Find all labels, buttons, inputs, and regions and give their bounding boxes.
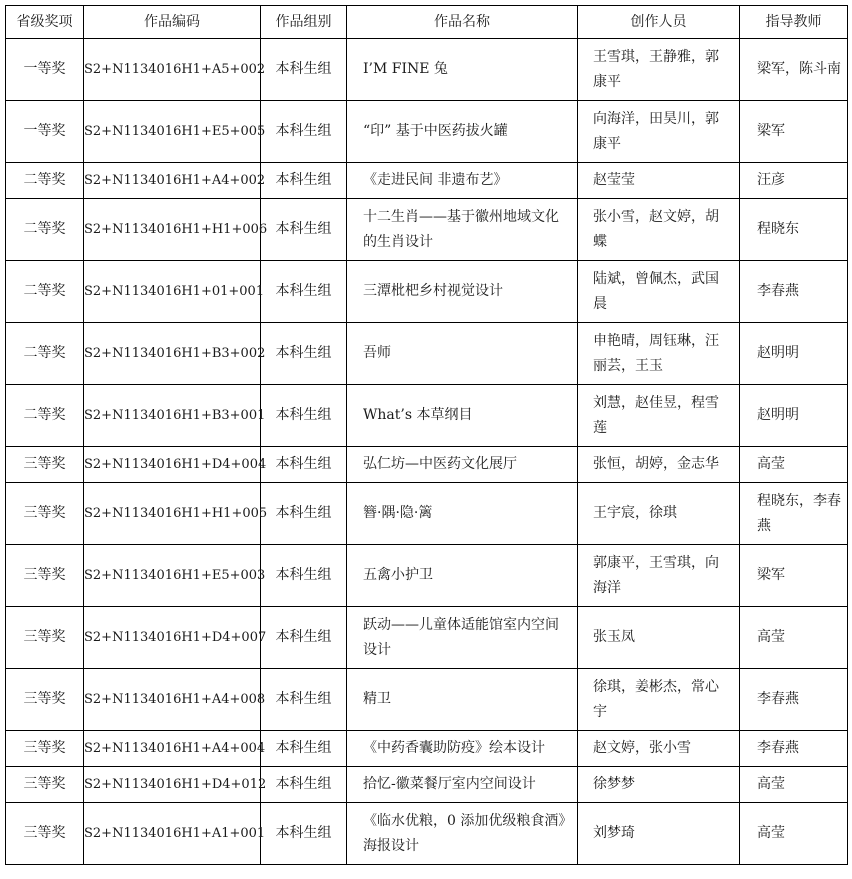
code-cell: S2+N1134016H1+B3+002 (84, 323, 261, 385)
award-cell: 三等奖 (6, 607, 84, 669)
advisor-cell: 程晓东，李春燕 (740, 483, 848, 545)
advisor-cell: 高莹 (740, 767, 848, 803)
table-row (6, 731, 848, 767)
authors-cell: 向海洋，田昊川，郭康平 (578, 101, 740, 163)
advisor-cell: 高莹 (740, 803, 848, 865)
code-cell: S2+N1134016H1+A4+008 (84, 669, 261, 731)
header-group: 作品组别 (261, 6, 347, 39)
group-cell: 本科生组 (261, 385, 347, 447)
table-row (6, 39, 848, 101)
table-row (6, 163, 848, 199)
group-cell: 本科生组 (261, 447, 347, 483)
award-cell: 二等奖 (6, 163, 84, 199)
title-cell: 《中药香囊助防疫》绘本设计 (347, 731, 578, 767)
group-cell: 本科生组 (261, 323, 347, 385)
group-cell: 本科生组 (261, 545, 347, 607)
header-title: 作品名称 (347, 6, 578, 39)
code-cell: S2+N1134016H1+H1+006 (84, 199, 261, 261)
award-cell: 一等奖 (6, 39, 84, 101)
header-award: 省级奖项 (6, 6, 84, 39)
header-advisor: 指导教师 (740, 6, 848, 39)
title-cell: 五禽小护卫 (347, 545, 578, 607)
advisor-cell: 李春燕 (740, 669, 848, 731)
advisor-cell: 赵明明 (740, 323, 848, 385)
group-cell: 本科生组 (261, 803, 347, 865)
code-cell: S2+N1134016H1+H1+005 (84, 483, 261, 545)
table-row (6, 199, 848, 261)
authors-cell: 刘梦琦 (578, 803, 740, 865)
table-row (6, 803, 848, 865)
advisor-cell: 高莹 (740, 607, 848, 669)
advisor-cell: 程晓东 (740, 199, 848, 261)
code-cell: S2+N1134016H1+A4+004 (84, 731, 261, 767)
group-cell: 本科生组 (261, 261, 347, 323)
group-cell: 本科生组 (261, 669, 347, 731)
table-row (6, 323, 848, 385)
title-cell: 跃动——儿童体适能馆室内空间设计 (347, 607, 578, 669)
title-cell: 吾师 (347, 323, 578, 385)
table-row (6, 447, 848, 483)
authors-cell: 陆斌，曾佩杰，武国晨 (578, 261, 740, 323)
group-cell: 本科生组 (261, 607, 347, 669)
authors-cell: 张小雪，赵文婷，胡蝶 (578, 199, 740, 261)
code-cell: S2+N1134016H1+D4+007 (84, 607, 261, 669)
award-cell: 三等奖 (6, 803, 84, 865)
table-header-row (6, 6, 848, 39)
advisor-cell: 梁军，陈斗南 (740, 39, 848, 101)
table-row (6, 607, 848, 669)
title-cell: What’s 本草纲目 (347, 385, 578, 447)
authors-cell: 郭康平，王雪琪，向海洋 (578, 545, 740, 607)
code-cell: S2+N1134016H1+01+001 (84, 261, 261, 323)
authors-cell: 赵文婷，张小雪 (578, 731, 740, 767)
code-cell: S2+N1134016H1+D4+004 (84, 447, 261, 483)
award-cell: 三等奖 (6, 545, 84, 607)
authors-cell: 张恒，胡婷，金志华 (578, 447, 740, 483)
authors-cell: 王雪琪，王静雅，郭康平 (578, 39, 740, 101)
authors-cell: 徐梦梦 (578, 767, 740, 803)
code-cell: S2+N1134016H1+A1+001 (84, 803, 261, 865)
award-cell: 二等奖 (6, 385, 84, 447)
group-cell: 本科生组 (261, 767, 347, 803)
award-cell: 三等奖 (6, 447, 84, 483)
group-cell: 本科生组 (261, 163, 347, 199)
table-row (6, 545, 848, 607)
group-cell: 本科生组 (261, 199, 347, 261)
title-cell: 精卫 (347, 669, 578, 731)
title-cell: 三潭枇杷乡村视觉设计 (347, 261, 578, 323)
code-cell: S2+N1134016H1+E5+003 (84, 545, 261, 607)
header-authors: 创作人员 (578, 6, 740, 39)
table-row (6, 261, 848, 323)
award-cell: 二等奖 (6, 323, 84, 385)
group-cell: 本科生组 (261, 39, 347, 101)
title-cell: 簪·隅·隐·篱 (347, 483, 578, 545)
award-cell: 三等奖 (6, 767, 84, 803)
table-row (6, 669, 848, 731)
advisor-cell: 赵明明 (740, 385, 848, 447)
award-cell: 三等奖 (6, 483, 84, 545)
table-row (6, 385, 848, 447)
authors-cell: 张玉凤 (578, 607, 740, 669)
award-cell: 三等奖 (6, 669, 84, 731)
title-cell: 《临水优粮，0 添加优级粮食酒》海报设计 (347, 803, 578, 865)
table-row (6, 767, 848, 803)
code-cell: S2+N1134016H1+E5+005 (84, 101, 261, 163)
award-cell: 三等奖 (6, 731, 84, 767)
authors-cell: 刘慧，赵佳昱，程雪莲 (578, 385, 740, 447)
authors-cell: 赵莹莹 (578, 163, 740, 199)
advisor-cell: 高莹 (740, 447, 848, 483)
authors-cell: 王宇宸，徐琪 (578, 483, 740, 545)
authors-cell: 申艳晴，周钰琳，汪丽芸，王玉 (578, 323, 740, 385)
title-cell: 拾忆-徽菜餐厅室内空间设计 (347, 767, 578, 803)
header-code: 作品编码 (84, 6, 261, 39)
advisor-cell: 李春燕 (740, 731, 848, 767)
award-cell: 二等奖 (6, 261, 84, 323)
advisor-cell: 李春燕 (740, 261, 848, 323)
code-cell: S2+N1134016H1+D4+012 (84, 767, 261, 803)
authors-cell: 徐琪，姜彬杰，常心宇 (578, 669, 740, 731)
award-cell: 一等奖 (6, 101, 84, 163)
group-cell: 本科生组 (261, 483, 347, 545)
code-cell: S2+N1134016H1+B3+001 (84, 385, 261, 447)
advisor-cell: 梁军 (740, 101, 848, 163)
group-cell: 本科生组 (261, 731, 347, 767)
advisor-cell: 汪彦 (740, 163, 848, 199)
awards-table (5, 5, 848, 865)
title-cell: 十二生肖——基于徽州地域文化的生肖设计 (347, 199, 578, 261)
table-row (6, 483, 848, 545)
title-cell: “印” 基于中医药拔火罐 (347, 101, 578, 163)
title-cell: I’M FINE 兔 (347, 39, 578, 101)
code-cell: S2+N1134016H1+A4+002 (84, 163, 261, 199)
advisor-cell: 梁军 (740, 545, 848, 607)
group-cell: 本科生组 (261, 101, 347, 163)
table-row (6, 101, 848, 163)
title-cell: 《走进民间 非遗布艺》 (347, 163, 578, 199)
code-cell: S2+N1134016H1+A5+002 (84, 39, 261, 101)
award-cell: 二等奖 (6, 199, 84, 261)
title-cell: 弘仁坊—中医药文化展厅 (347, 447, 578, 483)
